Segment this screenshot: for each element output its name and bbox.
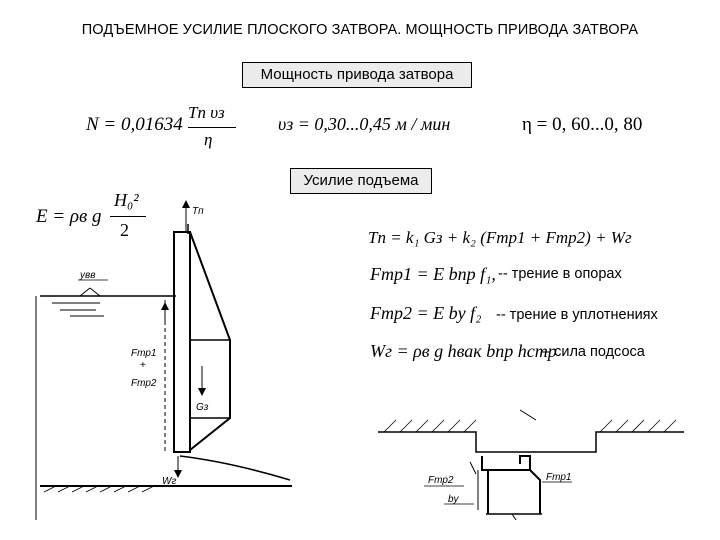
concrete-hatch — [416, 420, 428, 432]
seal-friction-formula: Fтр2 = E bу f₂ — [370, 303, 482, 323]
power-formula-lhs: N = 0,01634 — [86, 114, 183, 135]
water-level-label: увв — [80, 270, 96, 281]
friction-label-2: Fтр2 — [131, 378, 157, 389]
gate-profile — [488, 470, 540, 514]
power-section-box: Мощность привода затвора — [242, 62, 472, 88]
detail-friction2-label: Fтр2 — [428, 475, 454, 486]
detail-friction1-label: Fтр1 — [546, 472, 572, 483]
pressure-formula-numerator: H₀² — [114, 190, 139, 210]
power-formula-denominator: η — [204, 130, 213, 149]
seal-friction-note: -- трение в уплотнениях — [496, 307, 658, 323]
concrete-hatch — [400, 420, 412, 432]
gate-profile-tick — [512, 514, 516, 520]
support-friction-formula: Fтр1 = E bпр f₁, — [370, 264, 496, 284]
seal-rubber — [482, 456, 530, 470]
page-title: ПОДЪЕМНОЕ УСИЛИЕ ПЛОСКОГО ЗАТВОРА. МОЩНОСТЬ ПРИВОДА ЗАТВОРА — [81, 22, 639, 38]
gate-speed-formula: υз = 0,30...0,45 м / мин — [278, 114, 451, 134]
friction-label-plus: + — [140, 360, 146, 371]
concrete-hatch — [600, 420, 612, 432]
leader-line — [520, 410, 536, 420]
concrete-hatch — [616, 420, 628, 432]
detail-width-label: bу — [448, 494, 459, 505]
support-friction-note: -- трение в опорах — [498, 266, 622, 282]
lift-force-formula: Tп = k₁ Gз + k₂ (Fтр1 + Fтр2) + Wг — [368, 228, 632, 247]
weight-label: Gз — [196, 402, 209, 413]
concrete-hatch — [648, 420, 660, 432]
pressure-formula-denominator: 2 — [120, 220, 129, 240]
concrete-hatch — [632, 420, 644, 432]
efficiency-formula: η = 0, 60...0, 80 — [522, 114, 643, 135]
concrete-hatch — [432, 420, 444, 432]
suction-force-note: – сила подсоса — [542, 344, 645, 360]
concrete-hatch — [384, 420, 396, 432]
suction-force-formula: Wг = ρв g hвак bпр hстр — [370, 341, 557, 361]
pressure-formula-lhs: E = ρв g — [36, 206, 102, 227]
power-formula-numerator: Tп υз — [188, 103, 225, 122]
concrete-hatch — [448, 420, 460, 432]
lift-force-label: Tп — [192, 206, 204, 217]
concrete-edge — [378, 432, 684, 452]
concrete-hatch — [464, 420, 476, 432]
friction-label-1: Fтр1 — [131, 348, 157, 359]
lift-section-box: Усилие подъема — [290, 168, 432, 194]
concrete-hatch — [664, 420, 676, 432]
suction-force-label: Wг — [162, 476, 177, 487]
seal-dim-tick — [470, 462, 476, 474]
